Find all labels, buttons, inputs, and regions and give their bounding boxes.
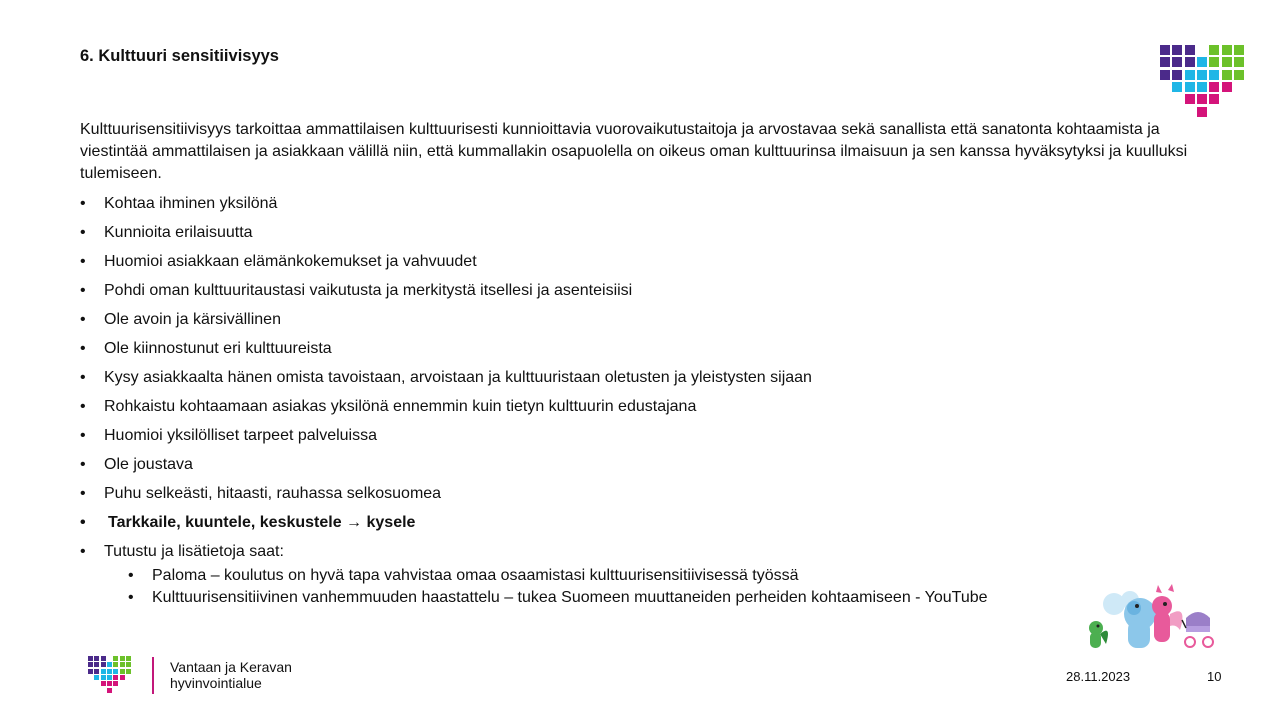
intro-paragraph: Kulttuurisensitiivisyys tarkoittaa ammattilaisen kulttuurisesti kunnioittavia vuorovaikutustaitoja ja arvostavaa sekä sanallista että sanatonta kohtaamista ja viestintää ammattilaisen ja asiakkaan välillä niin, että kummallakin osapuolella on oikeus oman kulttuurinsa ilmaisuun ja sen kanssa hyväksytyksi ja kuulluksi tulemiseen.	[80, 121, 1188, 182]
bullet-item: • Ole kiinnostunut eri kulttuureista	[80, 338, 988, 367]
logo-square	[120, 675, 125, 680]
logo-square	[120, 662, 125, 667]
logo-square	[101, 669, 106, 674]
bullet-item: • Huomioi asiakkaan elämänkokemukset ja vahvuudet	[80, 251, 988, 280]
logo-square	[101, 675, 106, 680]
logo-square	[1234, 70, 1244, 80]
logo-square	[1185, 57, 1195, 67]
logo-square	[94, 669, 99, 674]
bullet-item: • Pohdi oman kulttuuritaustasi vaikutusta ja merkitystä itsellesi ja asenteisiisi	[80, 280, 988, 309]
bullet-item: • Rohkaistu kohtaamaan asiakas yksilönä ennemmin kuin tietyn kulttuurin edustajana	[80, 396, 988, 425]
bullet-item: • Huomioi yksilölliset tarpeet palveluissa	[80, 425, 988, 454]
bullet-item: • Kohtaa ihminen yksilönä	[80, 193, 988, 222]
bullet-item-bold: • Tarkkaile, kuuntele, keskustele → kysele	[80, 512, 988, 541]
logo-square	[1222, 57, 1232, 67]
logo-square	[1185, 94, 1195, 104]
logo-square	[1160, 57, 1170, 67]
logo-square	[88, 669, 93, 674]
logo-square	[113, 662, 118, 667]
logo-square	[1172, 45, 1182, 55]
logo-square	[1209, 94, 1219, 104]
logo-square	[101, 681, 106, 686]
logo-square	[1209, 45, 1219, 55]
logo-square	[94, 675, 99, 680]
logo-square	[107, 662, 112, 667]
logo-square	[1185, 70, 1195, 80]
logo-square	[1197, 94, 1207, 104]
logo-square	[126, 656, 131, 661]
logo-square	[1172, 82, 1182, 92]
logo-square	[1172, 57, 1182, 67]
logo-square	[1234, 45, 1244, 55]
logo-square	[107, 688, 112, 693]
logo-square	[120, 669, 125, 674]
logo-square	[1197, 82, 1207, 92]
logo-square	[88, 656, 93, 661]
logo-square	[1197, 107, 1207, 117]
logo-square	[101, 662, 106, 667]
logo-square	[101, 656, 106, 661]
logo-square	[113, 656, 118, 661]
page-number: 10	[1207, 669, 1222, 684]
logo-square	[1209, 57, 1219, 67]
logo-square	[1197, 70, 1207, 80]
bullet-item: • Kysy asiakkaalta hänen omista tavoistaan, arvoistaan ja kulttuuristaan oletusten ja yleistysten sijaan	[80, 367, 988, 396]
mascot-illustration-icon	[1082, 584, 1222, 654]
bullet-list	[80, 193, 988, 609]
slide-title: 6. Kulttuuri sensitiivisyys	[80, 47, 279, 65]
logo-square	[1234, 57, 1244, 67]
logo-square	[1197, 57, 1207, 67]
logo-square	[94, 656, 99, 661]
link-paloma[interactable]: • Paloma – koulutus on hyvä tapa vahvistaa omaa osaamistasi kulttuurisensitiivisessä työssä	[128, 565, 988, 587]
brand-name	[170, 659, 292, 691]
logo-square	[113, 669, 118, 674]
logo-square	[107, 675, 112, 680]
logo-square	[107, 669, 112, 674]
link-youtube[interactable]: • Kulttuurisensitiivinen vanhemmuuden haastattelu – tukea Suomeen muuttaneiden perheiden kohtaamiseen - YouTube	[128, 587, 988, 609]
logo-square	[126, 662, 131, 667]
heart-logo-icon	[1160, 45, 1250, 120]
bullet-item: • Kunnioita erilaisuutta	[80, 222, 988, 251]
logo-square	[1160, 45, 1170, 55]
logo-square	[113, 681, 118, 686]
logo-square	[88, 662, 93, 667]
brand-divider	[152, 657, 154, 694]
logo-square	[1222, 45, 1232, 55]
logo-square	[94, 662, 99, 667]
logo-square	[126, 669, 131, 674]
link-list	[128, 565, 988, 609]
logo-square	[1222, 82, 1232, 92]
bullet-item-more-info	[80, 541, 988, 609]
bullet-item: • Ole avoin ja kärsivällinen	[80, 309, 988, 338]
logo-square	[1209, 82, 1219, 92]
logo-square	[1209, 70, 1219, 80]
logo-square	[113, 675, 118, 680]
logo-square	[1185, 82, 1195, 92]
logo-square	[120, 656, 125, 661]
logo-square	[1185, 45, 1195, 55]
logo-square	[1222, 70, 1232, 80]
brand-line-2: hyvinvointialue	[170, 675, 262, 691]
more-info-label: Tutustu ja lisätietoja saat:	[104, 543, 284, 560]
slide-date: 28.11.2023	[1066, 669, 1131, 684]
brand-logo-icon	[88, 656, 134, 694]
brand-line-1: Vantaan ja Keravan	[170, 659, 292, 675]
logo-square	[1160, 70, 1170, 80]
bullet-item: • Ole joustava	[80, 454, 988, 483]
logo-square	[1172, 70, 1182, 80]
logo-square	[107, 681, 112, 686]
bullet-item: • Puhu selkeästi, hitaasti, rauhassa selkosuomea	[80, 483, 988, 512]
